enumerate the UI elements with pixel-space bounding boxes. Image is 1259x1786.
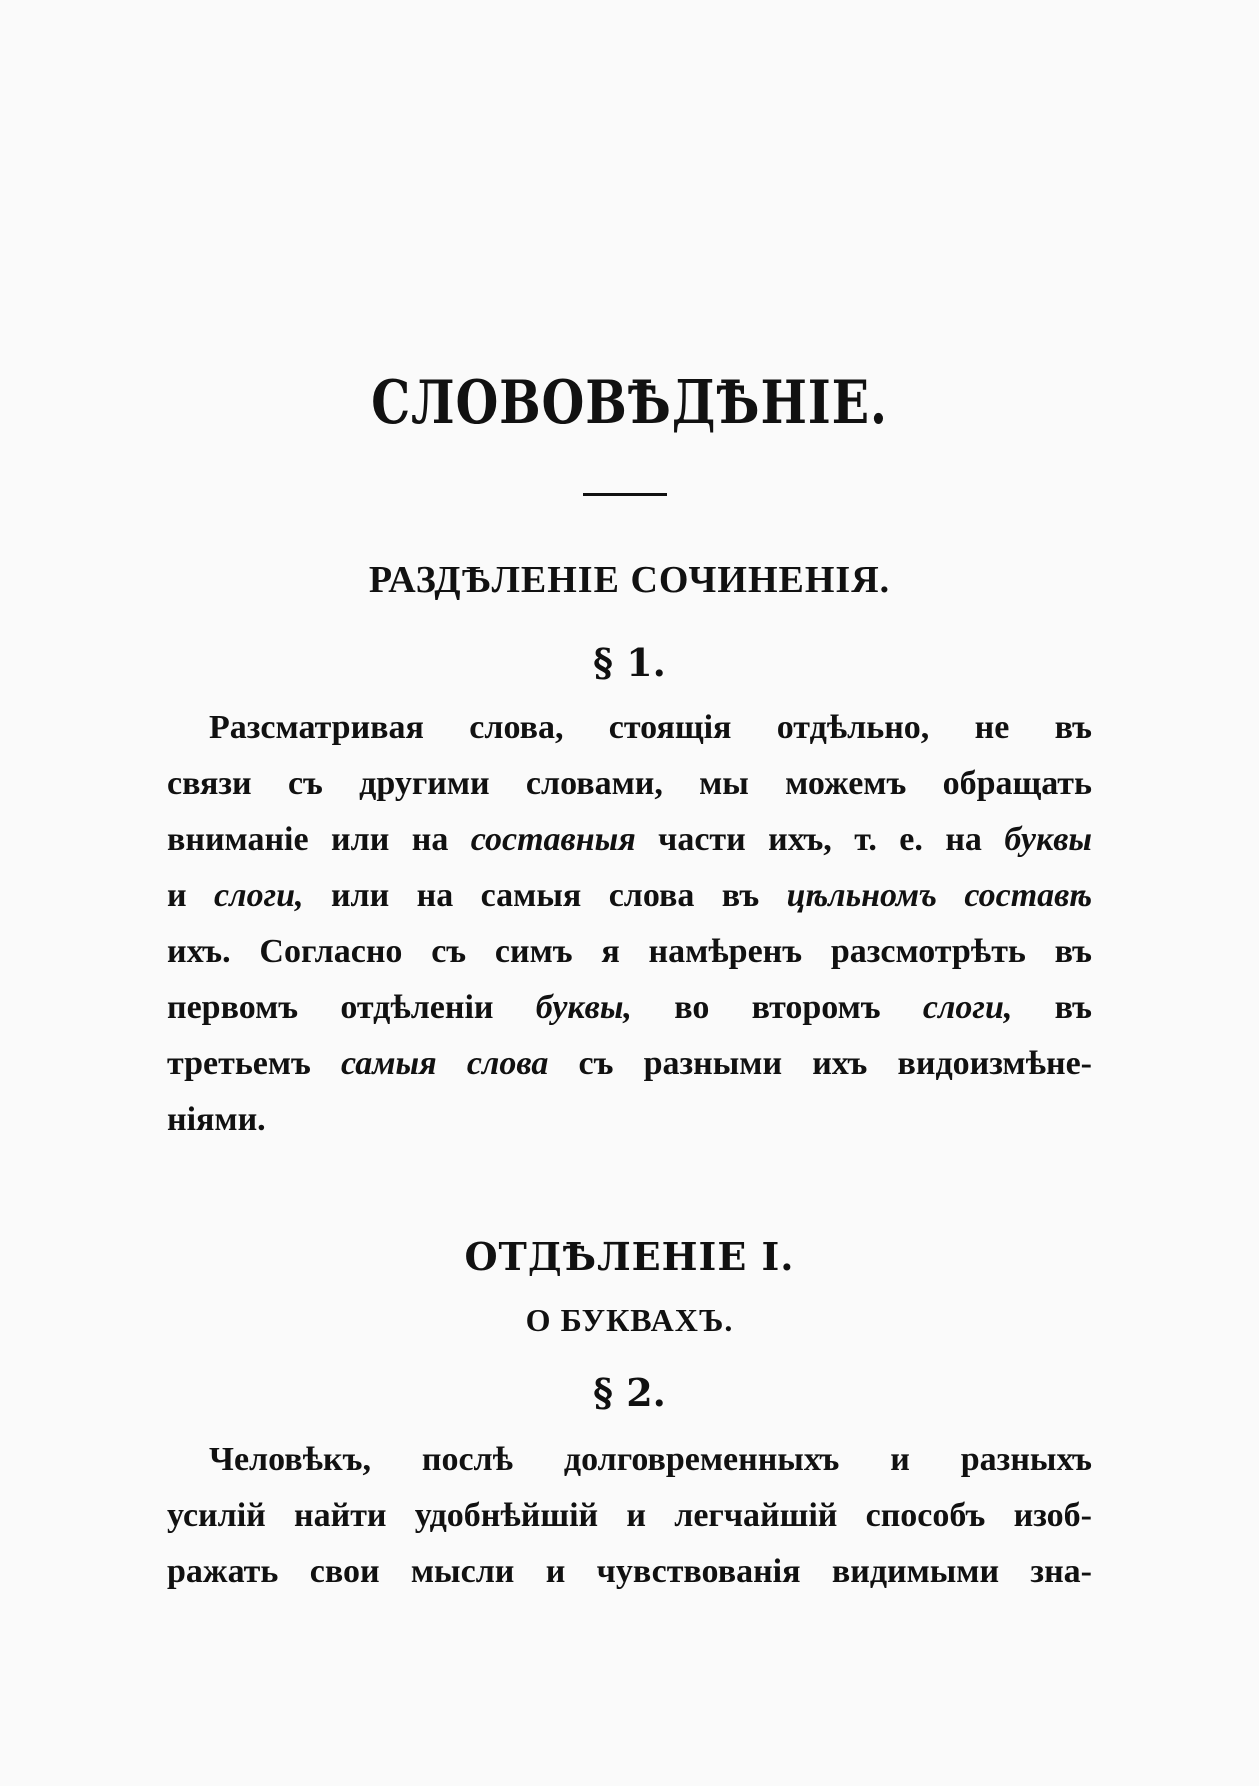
text-run: вниманіе или на: [167, 821, 471, 858]
text-run: ражать свои мысли и чувствованія видимыми зна-: [167, 1553, 1092, 1590]
text-run: ихъ. Согласно съ симъ я намѣренъ разсмотрѣть въ: [167, 933, 1092, 970]
text-line: [167, 980, 1092, 1036]
italic-text-run: буквы,: [535, 989, 632, 1026]
subsection-heading: ОТДѢЛЕНІЕ I.: [464, 1234, 795, 1279]
text-line: [167, 1092, 1092, 1148]
text-line: [167, 1432, 1092, 1488]
text-run: первомъ отдѣленіи: [167, 989, 536, 1026]
text-line: [167, 924, 1092, 980]
paragraph-mark-2: § 2.: [593, 1370, 666, 1415]
title-rule: [583, 493, 667, 496]
italic-text-run: составныя: [470, 821, 636, 858]
text-line: [167, 1488, 1092, 1544]
italic-text-run: самыя слова: [341, 1045, 549, 1082]
text-line: [167, 1036, 1092, 1092]
italic-text-run: слоги,: [922, 989, 1013, 1026]
subsection-subtitle: О БУКВАХЪ.: [525, 1302, 734, 1338]
text-run: во второмъ: [631, 989, 923, 1026]
text-run: связи съ другими словами, мы можемъ обращать: [167, 765, 1092, 802]
section-heading: РАЗДѢЛЕНІЕ СОЧИНЕНІЯ.: [368, 559, 891, 601]
text-run: третьемъ: [167, 1045, 342, 1082]
paragraph-2: [167, 1432, 1092, 1600]
text-run: Разсматривая слова, стоящія отдѣльно, не въ: [209, 709, 1092, 746]
paragraph-1: [167, 700, 1092, 1148]
page-title: СЛОВОВѢДѢНІЕ.: [371, 368, 888, 438]
text-run: Человѣкъ, послѣ долговременныхъ и разныхъ: [209, 1441, 1092, 1478]
italic-text-run: буквы: [1004, 821, 1092, 858]
text-line: [167, 868, 1092, 924]
text-run: въ: [1012, 989, 1092, 1026]
text-run: усилій найти удобнѣйшій и легчайшій способъ изоб-: [167, 1497, 1092, 1534]
text-run: или на самыя слова въ: [303, 877, 787, 914]
text-line: [167, 812, 1092, 868]
italic-text-run: цѣльномъ составѣ: [786, 877, 1093, 914]
paragraph-mark-1: § 1.: [593, 640, 666, 685]
text-run: части ихъ, т. е. на: [635, 821, 1005, 858]
text-line: [167, 1544, 1092, 1600]
text-run: съ разными ихъ видоизмѣне-: [548, 1045, 1092, 1082]
text-line: [167, 700, 1092, 756]
italic-text-run: слоги,: [214, 877, 304, 914]
text-line: [167, 756, 1092, 812]
text-run: ніями.: [167, 1101, 266, 1138]
text-run: и: [167, 877, 215, 914]
